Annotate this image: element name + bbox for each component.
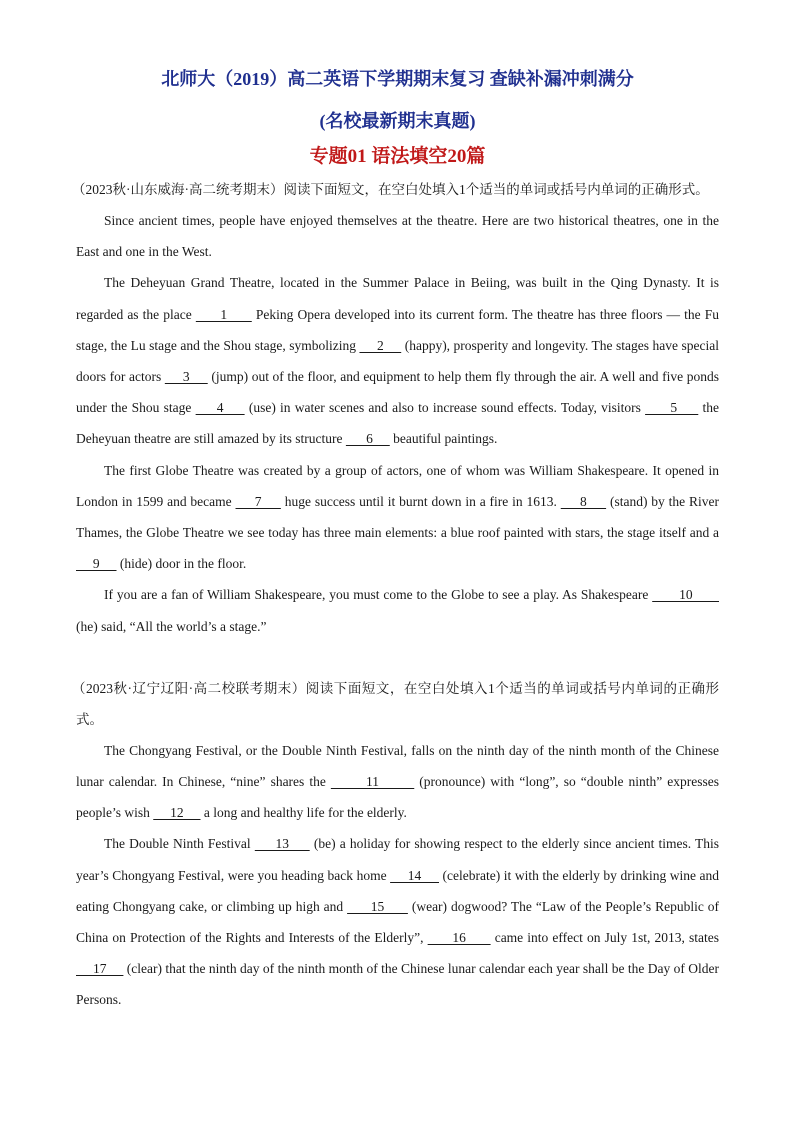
text-segment: huge success until it burnt down in a fire in 1613. bbox=[280, 493, 561, 509]
text-segment: (happy), prosperity and longevity. The stages have special doors for actors bbox=[76, 337, 719, 385]
passage-1 bbox=[72, 174, 720, 642]
text-segment: If you are a fan of William Shakespeare, you must come to the Globe to see a play. As Shakespeare bbox=[104, 587, 653, 603]
text-segment: The first Globe Theatre was created by a group of actors, one of whom was William Shakespeare. It opened in London in 1599 and became bbox=[76, 462, 719, 509]
blank-16: 16 bbox=[427, 930, 491, 946]
document-subtitle: (名校最新期末真题) bbox=[319, 111, 476, 131]
text-segment: (celebrate) it with the elderly by drinking wine and eating Chongyang cake, or climbing up high and bbox=[76, 867, 720, 914]
blank-2: 2 bbox=[359, 337, 402, 353]
text-segment: the Deheyuan theatre are still amazed by its structure bbox=[76, 400, 719, 447]
passage-1-paragraph-3 bbox=[76, 455, 719, 580]
blank-6: 6 bbox=[345, 431, 390, 447]
text-segment: The Chongyang Festival, or the Double Ninth Festival, falls on the ninth day of the ninth month of the Chinese lunar calendar. In Chinese, “nine” shares the bbox=[76, 742, 719, 790]
blank-1: 1 bbox=[195, 306, 252, 322]
passage-2 bbox=[72, 673, 720, 1016]
passage-1-source: （2023秋·山东威海·高二统考期末）阅读下面短文，在空白处填入1个适当的单词或括号内单词的正确形式。 bbox=[72, 182, 709, 197]
blank-5: 5 bbox=[645, 400, 699, 416]
text-segment: a long and healthy life for the elderly. bbox=[200, 805, 407, 821]
blank-17: 17 bbox=[76, 961, 124, 977]
document-page bbox=[72, 62, 720, 1016]
topic-heading: 专题01 语法填空20篇 bbox=[309, 146, 486, 167]
passage-1-paragraph-2 bbox=[76, 267, 719, 454]
text-segment: (be) a holiday for showing respect to the elderly since ancient times. This year’s Chongyang Festival, were you heading back home bbox=[76, 836, 720, 883]
blank-7: 7 bbox=[235, 493, 281, 509]
text-segment: (pronounce) with “long”, so “double ninth” expresses people’s wish bbox=[76, 774, 720, 821]
blank-13: 13 bbox=[254, 836, 310, 852]
passage-2-paragraph-2 bbox=[76, 828, 719, 1015]
passage-2-source: （2023秋·辽宁辽阳·高二校联考期末）阅读下面短文，在空白处填入1个适当的单词或括号内单词的正确形式。 bbox=[72, 680, 719, 727]
blank-10: 10 bbox=[652, 587, 719, 603]
text-segment: beautiful paintings. bbox=[389, 431, 498, 447]
passage-2-paragraph-1 bbox=[76, 735, 719, 829]
text-segment: (stand) by the River Thames, the Globe Theatre we see today has three main elements: a blue roof painted with stars, the stage itself and a bbox=[76, 493, 720, 541]
text-segment: (clear) that the ninth day of the ninth month of the Chinese lunar calendar each year shall be the Day of Older Persons. bbox=[76, 961, 720, 1008]
text-segment: The Double Ninth Festival bbox=[104, 836, 255, 852]
passage-1-paragraph-1: Since ancient times, people have enjoyed themselves at the theatre. Here are two historical theatres, one in the East and one in the West. bbox=[76, 213, 719, 260]
text-segment: (use) in water scenes and also to increase sound effects. Today, visitors bbox=[244, 400, 646, 416]
passage-1-paragraph-4 bbox=[76, 579, 719, 641]
blank-12: 12 bbox=[153, 805, 201, 821]
text-segment: (he) said, “All the world’s a stage.” bbox=[76, 618, 267, 634]
text-segment: came into effect on July 1st, 2013, states bbox=[490, 930, 719, 946]
blank-14: 14 bbox=[390, 867, 439, 883]
blank-8: 8 bbox=[560, 493, 607, 509]
blank-15: 15 bbox=[347, 898, 408, 914]
document-title: 北师大（2019）高二英语下学期期末复习 查缺补漏冲刺满分 bbox=[161, 69, 634, 89]
text-segment: (wear) dogwood? The “Law of the People’s Republic of China on Protection of the Rights and Interests of the Elderly”, bbox=[76, 898, 720, 946]
blank-11: 11 bbox=[330, 774, 415, 790]
blank-9: 9 bbox=[76, 556, 117, 572]
text-segment: (jump) out of the floor, and equipment to help them fly through the air. A well and five ponds under the Shou stage bbox=[76, 369, 719, 416]
text-segment: Peking Opera developed into its current form. The theatre has three floors — the Fu stage, the Lu stage and the Shou stage, symbolizing bbox=[76, 306, 719, 353]
blank-3: 3 bbox=[164, 369, 208, 385]
blank-4: 4 bbox=[195, 400, 245, 416]
section-spacer bbox=[76, 642, 719, 673]
text-segment: The Deheyuan Grand Theatre, located in the Summer Palace in Beiing, was built in the Qing Dynasty. It is regarded as the place bbox=[76, 275, 719, 322]
text-segment: (hide) door in the floor. bbox=[116, 556, 247, 572]
